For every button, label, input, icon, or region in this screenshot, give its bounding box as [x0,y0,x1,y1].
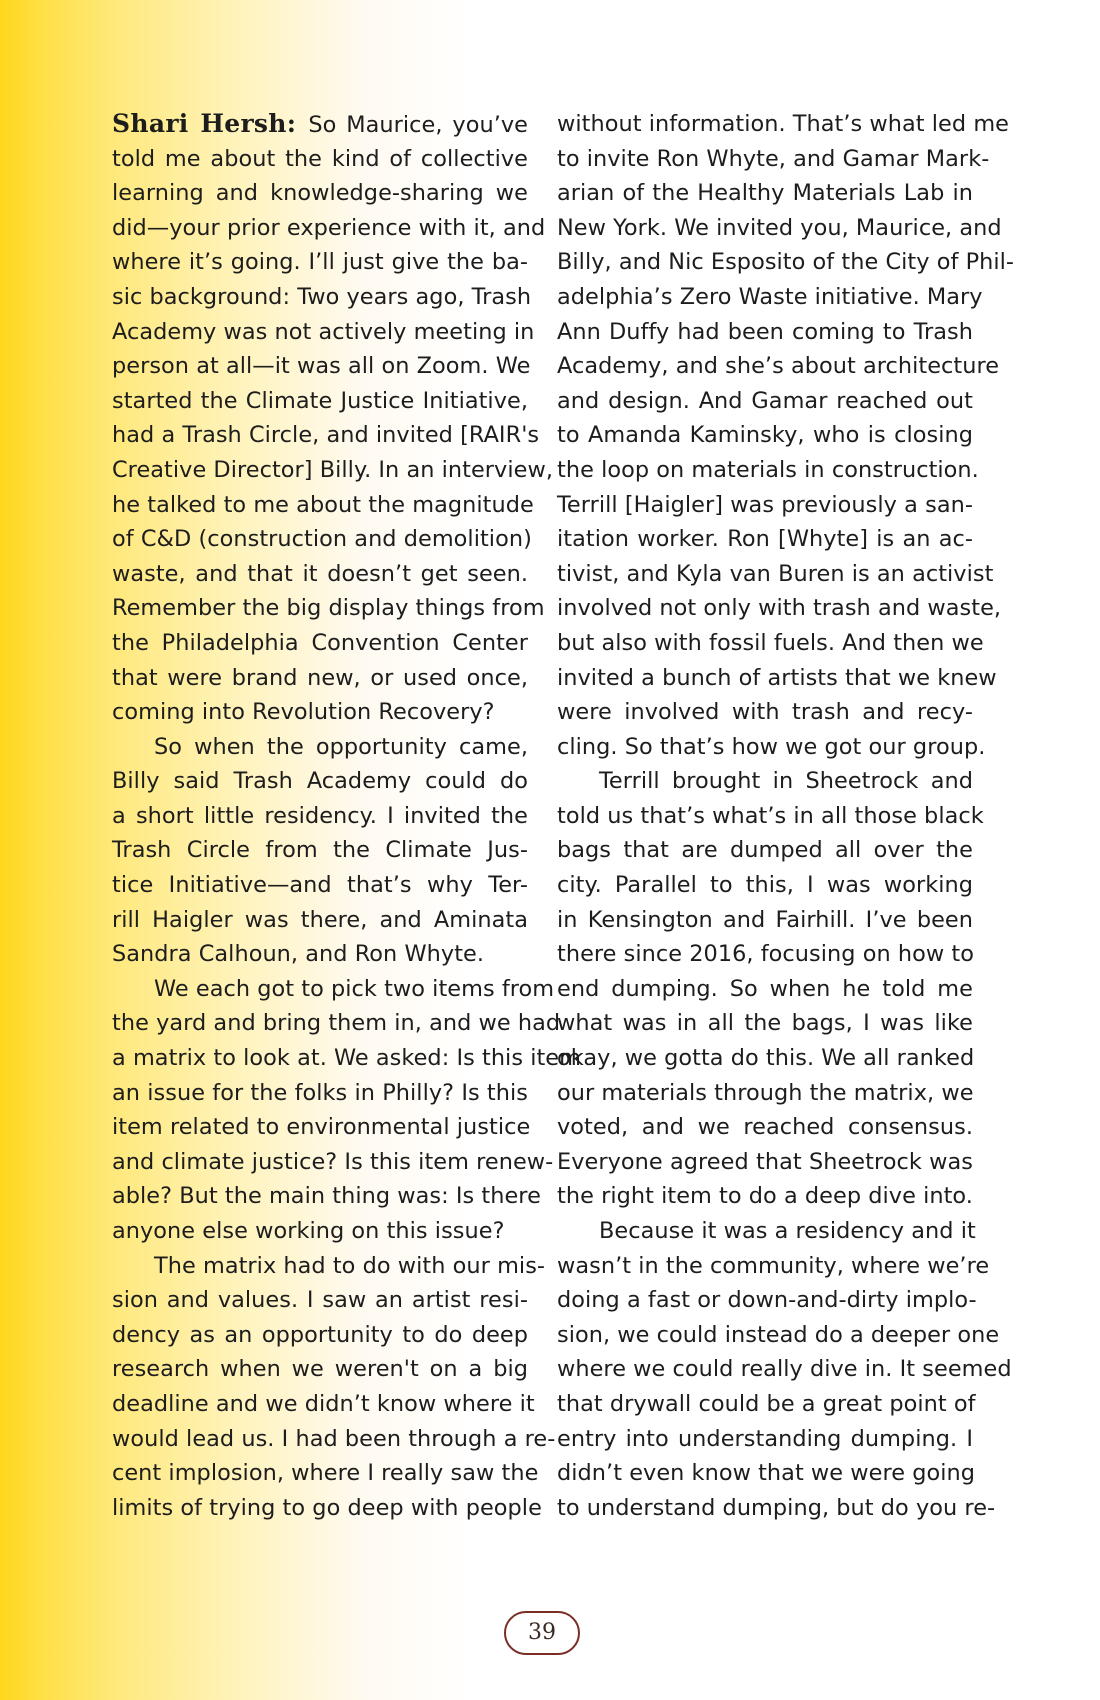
text-line: but also with fossil fuels. And then we [557,629,984,656]
text-line: what was in all the bags, I was like [557,1010,973,1037]
text-line: didn’t even know that we were going [557,1460,976,1487]
text-line: that were brand new, or used once, [112,664,528,691]
text-line: Because it was a residency and it [599,1218,976,1244]
text-line: New York. We invited you, Maurice, and [557,214,1002,241]
text-line: in Kensington and Fairhill. I’ve been [557,906,973,933]
text-line: Everyone agreed that Sheetrock was [557,1148,973,1175]
text-line: anyone else working on this issue? [112,1218,505,1244]
text-line: wasn’t in the community, where we’re [557,1252,990,1279]
text-line: where it’s going. I’ll just give the ba- [112,249,528,276]
text-line: to invite Ron Whyte, and Gamar Mark- [557,145,990,172]
text-line: end dumping. So when he told me [557,975,973,1002]
text-line: the yard and bring them in, and we had [112,1010,561,1037]
text-line: Academy, and she’s about architecture [557,353,1000,380]
text-line: waste, and that it doesn’t get seen. [112,560,528,587]
left-column [112,107,581,1525]
text-line: told me about the kind of collective [112,145,528,172]
text-line: had a Trash Circle, and invited [RAIR's [112,422,540,449]
line-text: So Maurice, you’ve [308,112,528,138]
text-line: tice Initiative—and that’s why Ter- [112,872,528,899]
text-line: he talked to me about the magnitude [112,491,534,518]
text-line: sic background: Two years ago, Trash [112,283,532,310]
text-line: bags that are dumped all over the [557,837,973,864]
text-line: tivist, and Kyla van Buren is an activist [557,560,994,587]
text-line: okay, we gotta do this. We all ranked [557,1045,975,1072]
right-column [557,107,1015,1525]
text-line: entry into understanding dumping. I [557,1425,973,1452]
text-line: Trash Circle from the Climate Jus- [112,837,528,864]
text-line: adelphia’s Zero Waste initiative. Mary [557,283,983,310]
text-line: of C&D (construction and demolition) [112,526,532,553]
text-line: our materials through the matrix, we [557,1079,974,1106]
text-line: the right item to do a deep dive into. [557,1183,973,1210]
text-line [112,107,528,142]
text-line: to understand dumping, but do you re- [557,1494,996,1521]
text-line: did—your prior experience with it, and [112,214,546,241]
text-line: arian of the Healthy Materials Lab in [557,180,973,207]
text-line: and design. And Gamar reached out [557,387,973,414]
text-line: research when we weren't on a big [112,1356,528,1383]
text-line: The matrix had to do with our mis- [154,1252,546,1279]
text-line: limits of trying to go deep with people [112,1494,542,1521]
text-line: that drywall could be a great point of [557,1390,976,1417]
text-line: learning and knowledge-sharing we [112,180,528,207]
text-line: sion and values. I saw an artist resi- [112,1287,528,1314]
text-line: city. Parallel to this, I was working [557,872,973,899]
text-line: there since 2016, focusing on how to [557,941,974,968]
text-line: deadline and we didn’t know where it [112,1390,535,1417]
text-line: Ann Duffy had been coming to Trash [557,318,973,345]
text-line: Terrill [Haigler] was previously a san- [557,491,973,518]
text-line: doing a fast or down-and-dirty implo- [557,1287,977,1314]
text-line: and climate justice? Is this item renew- [112,1148,554,1175]
text-line: itation worker. Ron [Whyte] is an ac- [557,526,973,553]
text-line: item related to environmental justice [112,1114,531,1141]
text-line: Creative Director] Billy. In an interview, [112,456,553,483]
text-line: the Philadelphia Convention Center [112,629,528,656]
text-line: a short little residency. I invited the [112,802,528,829]
text-line: to Amanda Kaminsky, who is closing [557,422,973,449]
text-line: told us that’s what’s in all those black [557,802,984,829]
text-line: able? But the main thing was: Is there [112,1183,541,1210]
text-line: Sandra Calhoun, and Ron Whyte. [112,941,485,968]
text-line: We each got to pick two items from [154,975,555,1002]
text-line: So when the opportunity came, [154,733,528,760]
text-line: would lead us. I had been through a re- [112,1425,556,1452]
text-line: coming into Revolution Recovery? [112,699,495,726]
text-line: cent implosion, where I really saw the [112,1460,539,1487]
text-line: without information. That’s what led me [557,111,1010,137]
text-line: involved not only with trash and waste, [557,595,1002,622]
text-line: dency as an opportunity to do deep [112,1321,528,1348]
text-line: Billy, and Nic Esposito of the City of Phil- [557,249,1015,276]
text-line: rill Haigler was there, and Aminata [112,906,528,933]
text-line: an issue for the folks in Philly? Is this [112,1079,528,1106]
text-line: Remember the big display things from [112,595,545,622]
text-line: cling. So that’s how we got our group. [557,733,986,760]
page-number: 39 [504,1611,580,1655]
text-line: sion, we could instead do a deeper one [557,1321,1000,1348]
text-line: Billy said Trash Academy could do [112,768,528,795]
text-line: the loop on materials in construction. [557,456,979,483]
text-line: started the Climate Justice Initiative, [112,387,528,414]
speaker-name: Shari Hersh: [112,109,297,138]
text-line: invited a bunch of artists that we knew [557,664,997,691]
text-line: where we could really dive in. It seemed [557,1356,1012,1383]
text-line: voted, and we reached consensus. [557,1114,973,1141]
text-line: a matrix to look at. We asked: Is this item [112,1045,581,1072]
text-line: Terrill brought in Sheetrock and [599,768,973,795]
text-line: Academy was not actively meeting in [112,318,535,345]
text-line: were involved with trash and recy- [557,699,973,726]
text-line: person at all—it was all on Zoom. We [112,353,531,380]
